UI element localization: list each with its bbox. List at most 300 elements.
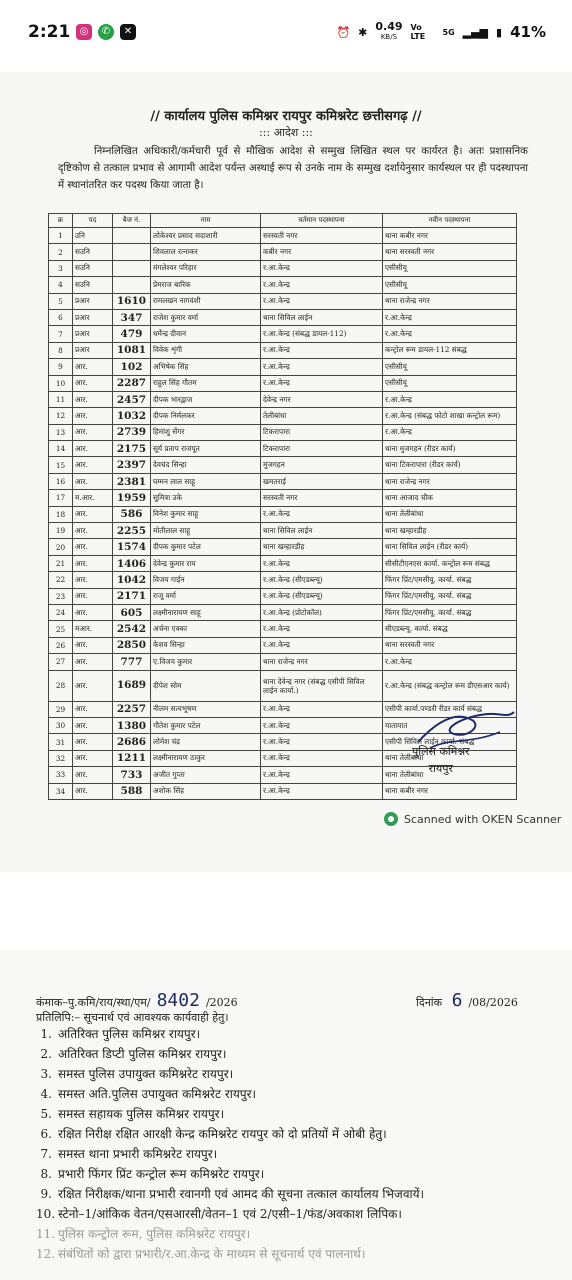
cell-rank: सउनि [73, 277, 113, 293]
cell-name: दीपक निर्मलकर [151, 408, 261, 424]
cell-rank: प्रआर [73, 326, 113, 342]
list-item-number: 12. [36, 1247, 56, 1261]
list-item-number: 5. [40, 1107, 52, 1121]
cell-rank: आर. [73, 767, 113, 783]
cell-name: विजय गाईन [151, 572, 261, 588]
cell-sno: 24 [49, 604, 73, 620]
cell-rank: आर. [73, 654, 113, 670]
table-row [49, 670, 517, 701]
table-row [49, 783, 517, 799]
table-row [49, 506, 517, 522]
cell-current-posting: र.आ.केन्द्र [261, 783, 383, 799]
cell-badge: 1610 [113, 293, 151, 309]
cell-new-posting: सीएडब्ल्यू. कार्या. संबद्ध [383, 621, 517, 637]
table-row [49, 604, 517, 620]
list-item-number: 2. [40, 1047, 52, 1061]
cell-current-posting: थाना सिविल लाईन [261, 309, 383, 325]
cell-current-posting: तेलीबांधा [261, 408, 383, 424]
cell-sno: 4 [49, 277, 73, 293]
list-item [36, 1104, 424, 1124]
list-item [36, 1064, 424, 1084]
cell-current-posting: र.आ.केन्द्र [261, 342, 383, 358]
cell-current-posting: र.आ.केन्द्र [261, 637, 383, 653]
document-subtitle: ::: आदेश ::: [259, 126, 313, 139]
cell-badge: 1406 [113, 555, 151, 571]
cell-badge: 1959 [113, 490, 151, 506]
table-row [49, 244, 517, 260]
cell-new-posting: एसीसीयू [383, 260, 517, 276]
list-item-number: 11. [36, 1227, 56, 1241]
cell-name: दीपेश सोम [151, 670, 261, 701]
signal-icon: ▂▄▆ [462, 25, 489, 39]
table-row [49, 555, 517, 571]
cell-rank: आर. [73, 473, 113, 489]
ref-number: 8402 [156, 990, 200, 1011]
cell-badge: 1380 [113, 717, 151, 733]
cell-name: दीपक भारद्वाज [151, 391, 261, 407]
cell-sno: 5 [49, 293, 73, 309]
network-speed: 0.49 KB/S [375, 20, 403, 41]
cell-sno: 8 [49, 342, 73, 358]
cell-current-posting: मुजगहन [261, 457, 383, 473]
cell-sno: 3 [49, 260, 73, 276]
order-paragraph: निम्नलिखित अधिकारी/कर्मचारी पूर्व से मौखिक आदेश से सम्मुख लिखित स्थल पर कार्यरत है। अतः प्रशासनिक दृष्टिकोण से तत्काल प्रभाव से आगामी आदेश पर्यन्त अस्थाई रूप से उनके नाम के सम्मुख दर्शायेनुसार कार्यस्थल पर ही पदस्थापना में स्थानांतरित कर पदस्थ किया जाता है। [58, 146, 528, 191]
cell-rank: आर. [73, 539, 113, 555]
cell-rank: प्रआर [73, 293, 113, 309]
cell-badge [113, 244, 151, 260]
notification-icons [76, 24, 136, 40]
cell-name: अर्चना एक्का [151, 621, 261, 637]
cell-current-posting: र.आ.केन्द्र [261, 717, 383, 733]
cell-rank: आर. [73, 506, 113, 522]
cell-name: केशव सिन्हा [151, 637, 261, 653]
scanner-watermark [384, 812, 561, 826]
list-item [36, 1244, 424, 1264]
signatory-title: पुलिस कमिश्नर [412, 745, 470, 758]
table-row [49, 572, 517, 588]
battery-percent: 41% [510, 23, 546, 41]
list-item-number: 1. [40, 1027, 52, 1041]
whatsapp-icon: ✆ [98, 24, 114, 40]
cell-sno: 19 [49, 523, 73, 539]
cell-new-posting: थाना कबीर नगर [383, 783, 517, 799]
table-row [49, 473, 517, 489]
cell-new-posting: र.आ.केन्द्र (संबद्ध कन्ट्रोल रूम डीएसआर कार्य) [383, 670, 517, 701]
cell-sno: 28 [49, 670, 73, 701]
table-row [49, 359, 517, 375]
cell-current-posting: र.आ.केन्द्र (प्रोटोकॉल) [261, 604, 383, 620]
table-row [49, 309, 517, 325]
table-row [49, 441, 517, 457]
cell-sno: 27 [49, 654, 73, 670]
cell-badge: 777 [113, 654, 151, 670]
copy-list-page [0, 950, 572, 1280]
cell-current-posting: र.आ.केन्द्र [261, 260, 383, 276]
cell-badge: 2686 [113, 734, 151, 750]
table-row [49, 457, 517, 473]
cell-sno: 30 [49, 717, 73, 733]
cell-name: दीपक कुमार पटेल [151, 539, 261, 555]
cell-current-posting: र.आ.केन्द्र [261, 701, 383, 717]
cell-current-posting: थाना सिविल लाईन [261, 523, 383, 539]
date-label: दिनांक [416, 996, 443, 1009]
cell-sno: 14 [49, 441, 73, 457]
status-time: 2:21 [28, 22, 71, 42]
cell-rank: आर. [73, 588, 113, 604]
cell-badge: 586 [113, 506, 151, 522]
cell-name: विनेश कुमार साहू [151, 506, 261, 522]
list-item [36, 1084, 424, 1104]
cell-badge: 1689 [113, 670, 151, 701]
cell-new-posting: र.आ.केन्द्र [383, 654, 517, 670]
table-row [49, 228, 517, 244]
cell-sno: 32 [49, 750, 73, 766]
cell-badge [113, 260, 151, 276]
cell-rank: आर. [73, 391, 113, 407]
cell-badge: 733 [113, 767, 151, 783]
cell-name: अभिषेक सिंह [151, 359, 261, 375]
cell-name: राजू वर्मा [151, 588, 261, 604]
list-item-text: रक्षित निरीक्षक/थाना प्रभारी रवानगी एवं आमद की सूचना तत्काल कार्यालय भिजवायें। [58, 1187, 425, 1201]
cell-name: ए.विजय कुमार [151, 654, 261, 670]
cell-current-posting: र.आ.केन्द्र (संबद्ध डायल-112) [261, 326, 383, 342]
cell-name: गौतेश कुमार पटेल [151, 717, 261, 733]
header-current-posting: वर्तमान पदस्थापना [261, 214, 383, 228]
cell-new-posting: यातायात [383, 717, 517, 733]
cell-name: अजीत गुप्ता [151, 767, 261, 783]
cell-sno: 29 [49, 701, 73, 717]
cell-rank: आर. [73, 375, 113, 391]
cell-name: अशोक सिंह [151, 783, 261, 799]
page-gap [0, 872, 572, 952]
cell-name: लोकेश्वर प्रसाद सदाशारी [151, 228, 261, 244]
cell-badge: 2257 [113, 701, 151, 717]
cell-current-posting: र.आ.केन्द्र [261, 359, 383, 375]
cell-sno: 16 [49, 473, 73, 489]
cell-name: सुमित्रा उके [151, 490, 261, 506]
cell-current-posting: सरस्वती नगर [261, 228, 383, 244]
cell-rank: म.आर. [73, 490, 113, 506]
cell-sno: 17 [49, 490, 73, 506]
cell-badge: 2255 [113, 523, 151, 539]
list-item [36, 1184, 424, 1204]
cell-rank: आर. [73, 670, 113, 701]
ref-prefix: कंमाक–पु.कमि/राय/स्था/एम/ [36, 996, 151, 1009]
cell-sno: 26 [49, 637, 73, 653]
cell-new-posting: थाना कबीर नगर [383, 228, 517, 244]
table-row [49, 490, 517, 506]
status-indicators [336, 22, 546, 42]
cell-rank: प्रआर [73, 309, 113, 325]
table-row [49, 408, 517, 424]
list-item-number: 9. [40, 1187, 52, 1201]
cell-sno: 33 [49, 767, 73, 783]
cell-new-posting: थाना तेलीबांधा [383, 767, 517, 783]
cell-sno: 23 [49, 588, 73, 604]
table-row [49, 637, 517, 653]
cell-rank: आर. [73, 555, 113, 571]
cell-rank: आर. [73, 637, 113, 653]
signatory-block [412, 743, 470, 777]
cell-new-posting: एसीसीयू [383, 359, 517, 375]
order-date [416, 990, 518, 1011]
cell-badge: 1211 [113, 750, 151, 766]
list-item [36, 1024, 424, 1044]
cell-name: शिवलाल रत्नाकर [151, 244, 261, 260]
cell-badge [113, 277, 151, 293]
list-item-number: 3. [40, 1067, 52, 1081]
cell-sno: 9 [49, 359, 73, 375]
cell-new-posting: थाना आजाद चौक [383, 490, 517, 506]
cell-badge: 479 [113, 326, 151, 342]
cell-current-posting: र.आ.केन्द्र [261, 621, 383, 637]
cell-new-posting: थाना मुजगहन (रीडर कार्य) [383, 441, 517, 457]
cell-rank: आर. [73, 734, 113, 750]
cell-sno: 12 [49, 408, 73, 424]
cell-sno: 22 [49, 572, 73, 588]
cell-sno: 2 [49, 244, 73, 260]
cell-badge: 2739 [113, 424, 151, 440]
list-item-text: समस्त पुलिस उपायुक्त कमिश्नरेट रायपुर। [58, 1067, 234, 1081]
table-row [49, 391, 517, 407]
cell-rank: आर. [73, 604, 113, 620]
list-item [36, 1204, 424, 1224]
cell-name: देवचंद सिन्हा [151, 457, 261, 473]
cell-badge [113, 228, 151, 244]
cell-rank: आर. [73, 359, 113, 375]
header-badge: बैज नं. [113, 214, 151, 228]
copy-recipients-list [36, 1024, 424, 1264]
cell-name: लक्ष्मीनारायण साहू [151, 604, 261, 620]
cell-new-posting: थाना सिविल लाईन (रीडर कार्य) [383, 539, 517, 555]
header-new-posting: नवीन पदस्थापना [383, 214, 517, 228]
volte-badge: Vo LTE [410, 23, 426, 41]
list-item-text: स्टेनो–1/आंकिक वेतन/एसआरसी/वेतन–1 एवं 2/एसी–1/फंड/अवकाश लिपिक। [58, 1207, 402, 1221]
cell-new-posting: सीसीटीएनएस कार्या. कन्ट्रोल रूम संबद्ध [383, 555, 517, 571]
table-row [49, 342, 517, 358]
cell-rank: आर. [73, 717, 113, 733]
table-row [49, 523, 517, 539]
cell-new-posting: थाना टिकरापारा (रीडर कार्य) [383, 457, 517, 473]
table-row [49, 277, 517, 293]
cell-new-posting: थाना राजेन्द्र नगर [383, 473, 517, 489]
cell-badge: 2397 [113, 457, 151, 473]
cell-rank: आर. [73, 701, 113, 717]
cell-name: विवेक शृंगी [151, 342, 261, 358]
cell-rank: आर. [73, 408, 113, 424]
cell-rank: आर. [73, 750, 113, 766]
cell-current-posting: टिकरापारा [261, 424, 383, 440]
date-rest: /08/2026 [468, 996, 518, 1009]
cell-rank: मआर. [73, 621, 113, 637]
cell-current-posting: र.आ.केन्द्र [261, 277, 383, 293]
cell-badge: 2381 [113, 473, 151, 489]
alarm-icon: ⏰ [336, 25, 351, 39]
cell-new-posting: थाना सरस्वती नगर [383, 637, 517, 653]
cell-sno: 18 [49, 506, 73, 522]
cell-current-posting: थाना राजेन्द्र नगर [261, 654, 383, 670]
header-rank: पद [73, 214, 113, 228]
list-item [36, 1164, 424, 1184]
cell-sno: 11 [49, 391, 73, 407]
cell-current-posting: सरस्वती नगर [261, 490, 383, 506]
cell-badge: 1032 [113, 408, 151, 424]
cell-rank: आर. [73, 783, 113, 799]
ref-suffix: /2026 [205, 996, 238, 1009]
document-title: // कार्यालय पुलिस कमिश्नर रायपुर कमिश्नरेट छत्तीसगढ़ // [150, 109, 422, 124]
list-item [36, 1124, 424, 1144]
cell-new-posting: थाना खम्हारडीह [383, 523, 517, 539]
cell-new-posting: फिंगर प्रिंट/एमसीयू. कार्या. संबद्ध [383, 572, 517, 588]
cell-current-posting: टिकरापारा [261, 441, 383, 457]
list-item-text: रक्षित निरीक्ष रक्षित आरक्षी केन्द्र कमिश्नरेट रायपुर को दो प्रतियों में ओबी हेतु। [58, 1127, 387, 1141]
cell-name: नीलम सत्यभूषण [151, 701, 261, 717]
table-row [49, 621, 517, 637]
table-row [49, 326, 517, 342]
table-row [49, 539, 517, 555]
cell-new-posting: र.आ.केन्द्र [383, 391, 517, 407]
cell-sno: 20 [49, 539, 73, 555]
cell-name: घम्मन लाल साहू [151, 473, 261, 489]
list-item-text: अतिरिक्त डिप्टी पुलिस कमिश्नर रायपुर। [58, 1047, 227, 1061]
list-item-text: पुलिस कन्ट्रोल रूम, पुलिस कमिश्नरेट रायपुर। [58, 1227, 251, 1241]
list-item-number: 8. [40, 1167, 52, 1181]
cell-badge: 2457 [113, 391, 151, 407]
cell-new-posting: फिंगर प्रिंट/एमसीयू. कार्या. संबद्ध [383, 588, 517, 604]
cell-badge: 1081 [113, 342, 151, 358]
cell-new-posting: एसीसीयू [383, 375, 517, 391]
list-item-text: प्रभारी फिंगर प्रिंट कन्ट्रोल रूम कमिश्नरेट रायपुर। [58, 1167, 265, 1181]
cell-new-posting: थाना तेलीबांधा [383, 506, 517, 522]
scanner-label: Scanned with OKEN Scanner [404, 812, 562, 826]
cell-badge: 102 [113, 359, 151, 375]
cell-current-posting: र.आ.केन्द्र [261, 375, 383, 391]
table-row [49, 588, 517, 604]
status-bar [0, 0, 572, 66]
cell-name: धर्मेन्द्र दीवान [151, 326, 261, 342]
list-item-number: 7. [40, 1147, 52, 1161]
scanner-logo-icon [384, 812, 398, 826]
x-icon: ✕ [120, 24, 136, 40]
cell-sno: 6 [49, 309, 73, 325]
table-row [49, 424, 517, 440]
cell-new-posting: थाना तेलीबांधा [383, 750, 517, 766]
list-item [36, 1044, 424, 1064]
cell-rank: सउनि [73, 244, 113, 260]
cell-current-posting: देवेन्द्र नगर [261, 391, 383, 407]
header-sno: क्र [49, 214, 73, 228]
cell-sno: 21 [49, 555, 73, 571]
list-item [36, 1224, 424, 1244]
cell-rank: आर. [73, 457, 113, 473]
cell-badge: 2175 [113, 441, 151, 457]
cell-name: राजेश कुमार वर्मा [151, 309, 261, 325]
list-item [36, 1144, 424, 1164]
cell-new-posting: एसीसीयू [383, 277, 517, 293]
cell-badge: 347 [113, 309, 151, 325]
cell-current-posting: खमतराई [261, 473, 383, 489]
list-item-number: 4. [40, 1087, 52, 1101]
cell-current-posting: र.आ.केन्द्र (सीएडब्ल्यू) [261, 572, 383, 588]
cell-current-posting: र.आ.केन्द्र [261, 750, 383, 766]
cell-new-posting: एसीपी कार्या.पण्डरी रीडर कार्य संबद्ध [383, 701, 517, 717]
list-item-number: 10. [36, 1207, 56, 1221]
signatory-city: रायपुर [428, 762, 454, 775]
cell-sno: 25 [49, 621, 73, 637]
cell-badge: 1042 [113, 572, 151, 588]
cell-rank: आर. [73, 523, 113, 539]
instagram-icon: ◎ [76, 24, 92, 40]
cell-current-posting: थाना देवेन्द्र नगर (संबद्ध एसीपी सिविल लाईन कार्या.) [261, 670, 383, 701]
table-row [49, 375, 517, 391]
cell-sno: 31 [49, 734, 73, 750]
cell-name: हिमांशु सेंगर [151, 424, 261, 440]
list-item-text: समस्त थाना प्रभारी कमिश्नरेट रायपुर। [58, 1147, 218, 1161]
cell-name: प्रेमराज बारिक [151, 277, 261, 293]
cell-sno: 34 [49, 783, 73, 799]
cell-new-posting: थाना सरस्वती नगर [383, 244, 517, 260]
cell-name: लक्ष्मीनारायण ठाकुर [151, 750, 261, 766]
cell-new-posting: र.आ.केन्द्र [383, 424, 517, 440]
cell-badge: 588 [113, 783, 151, 799]
cell-new-posting: र.आ.केन्द्र [383, 309, 517, 325]
cell-name: लोमेश चंद्र [151, 734, 261, 750]
cell-rank: आर. [73, 424, 113, 440]
list-item-number: 6. [40, 1127, 52, 1141]
table-row [49, 260, 517, 276]
cell-rank: आर. [73, 441, 113, 457]
table-header-row [49, 214, 517, 228]
cell-sno: 1 [49, 228, 73, 244]
cell-current-posting: र.आ.केन्द्र [261, 555, 383, 571]
table-row [49, 293, 517, 309]
cell-rank: प्रआर [73, 342, 113, 358]
cell-current-posting: र.आ.केन्द्र [261, 293, 383, 309]
cell-sno: 13 [49, 424, 73, 440]
cell-rank: सउनि [73, 260, 113, 276]
cell-badge: 2171 [113, 588, 151, 604]
table-row [49, 654, 517, 670]
cell-new-posting: थाना राजेन्द्र नगर [383, 293, 517, 309]
copy-to-line: प्रतिलिपि:– सूचनार्थ एवं आवश्यक कार्यवाही हेतु। [36, 1011, 229, 1024]
date-day: 6 [451, 990, 463, 1011]
cell-new-posting: र.आ.केन्द्र (संबद्ध फोटो शाखा कन्ट्रोल रूम) [383, 408, 517, 424]
cell-rank: उनि [73, 228, 113, 244]
cell-current-posting: र.आ.केन्द्र [261, 767, 383, 783]
list-item-text: समस्त अति.पुलिस उपायुक्त कमिश्नरेट रायपुर। [58, 1087, 257, 1101]
cell-current-posting: कबीर नगर [261, 244, 383, 260]
cell-badge: 2850 [113, 637, 151, 653]
list-item-text: समस्त सहायक पुलिस कमिश्नर रायपुर। [58, 1107, 225, 1121]
cell-sno: 15 [49, 457, 73, 473]
cell-new-posting: कन्ट्रोल रूम डायल-112 संबद्ध [383, 342, 517, 358]
5g-badge: 5G [442, 27, 455, 37]
bluetooth-icon: ✱ [358, 25, 368, 39]
cell-name: सूर्य प्रताप राजपूत [151, 441, 261, 457]
cell-badge: 605 [113, 604, 151, 620]
reference-number [36, 990, 238, 1011]
cell-new-posting: र.आ.केन्द्र [383, 326, 517, 342]
cell-rank: आर. [73, 572, 113, 588]
cell-new-posting: एसीपी सिविल लाईन कार्या. संबद्ध [383, 734, 517, 750]
cell-sno: 10 [49, 375, 73, 391]
header-name: नाम [151, 214, 261, 228]
cell-new-posting: फिंगर प्रिंट/एमसीयू. कार्या. संबद्ध [383, 604, 517, 620]
cell-current-posting: र.आ.केन्द्र [261, 734, 383, 750]
list-item-text: अतिरिक्त पुलिस कमिश्नर रायपुर। [58, 1027, 201, 1041]
cell-name: मंगलेश्वर परिहार [151, 260, 261, 276]
cell-name: मोतीलाल साहू [151, 523, 261, 539]
